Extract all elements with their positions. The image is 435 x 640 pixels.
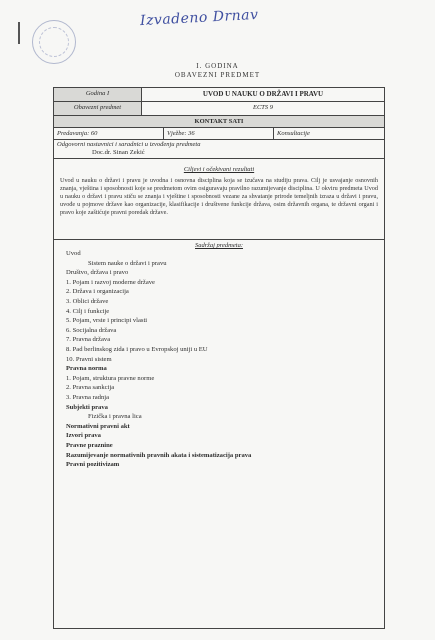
content-item: Pravna norma — [66, 365, 107, 373]
row-hours — [54, 128, 384, 140]
content-item: 3. Oblici države — [66, 298, 109, 305]
objectives-title: Ciljevi i očekivani rezultati — [183, 166, 255, 173]
content-item: Normativni pravni akt — [66, 422, 130, 430]
content-item: 6. Socijalna država — [66, 326, 117, 334]
content-item: Pravne praznine — [66, 442, 113, 449]
row-contact-hours — [54, 116, 384, 128]
contact-hours-title: KONTAKT SATI — [194, 118, 244, 125]
content-item: 2. Pravna sankcija — [66, 384, 115, 392]
content-item: Društvo, država i pravo — [66, 269, 129, 277]
content-item: Razumijevanje normativnih pravnih akata i sistematizacija prava — [66, 451, 252, 459]
header-subject-type: OBAVEZNI PREDMET — [174, 71, 261, 79]
year-label: Godina I — [54, 88, 142, 101]
content-item: 8. Pad berlinskog zida i pravo u Evropskoj uniji u EU — [66, 346, 208, 353]
content-item: Sistem nauke o državi i pravu — [88, 259, 167, 267]
course-title: UVOD U NAUKU O DRŽAVI I PRAVU — [202, 90, 324, 98]
teacher-name: Doc.dr. Sinan Zekić — [92, 149, 145, 156]
content-item: 3. Pravna radnja — [66, 394, 110, 401]
row-year — [54, 88, 384, 102]
stamp-seal-inner — [39, 27, 69, 57]
row-teachers — [54, 140, 384, 159]
row-objectives — [54, 159, 384, 240]
subject-type-label: Obavezni predmet — [54, 102, 142, 115]
content-item: 4. Cilj i funkcije — [66, 307, 110, 315]
objectives-text: Uvod u nauku o državi i pravu je uvodna i osnovna disciplina koja se izučava na studiju prava. Cilj je usvajanje osnovnih znanja, vještina i sposobnosti koje se predmetom ovim osiguravaju pravilno razumijevanje disciplina. U okviru predmeta Uvod u nauku o državi i pravu stiču se znanja i vještine i sposobnosti vezane za shvatanje prirode temeljnih izraza u državi i pravu, uvođe u pojmove države kao organizacije, klasifikacije i društvene funkcije država, osim državnih organa, te državni organi i pravo koje zaštićuje pravni poredak države. — [60, 177, 378, 216]
content-item: 1. Pojam, struktura pravne norme — [66, 374, 155, 382]
content-item: 2. Država i organizacija — [66, 288, 129, 296]
header-year: I. GODINA — [196, 62, 239, 70]
content-item: Izvori prava — [66, 432, 101, 440]
handwritten-note: Izvadeno Drnav — [139, 6, 259, 30]
content-item: Subjekti prava — [66, 403, 108, 411]
content-item: 10. Pravni sistem — [66, 355, 112, 363]
content-item: Fizička i pravna lica — [88, 413, 142, 421]
content-item: Pravni pozitivizam — [66, 461, 120, 469]
content-item: 5. Pojam, vrste i principi vlasti — [66, 317, 148, 325]
ects-value: ECTS 9 — [252, 104, 274, 111]
stamp-seal — [32, 20, 76, 64]
content-item: Uvod — [66, 250, 81, 257]
row-type — [54, 102, 384, 116]
teachers-label: Odgovorni nastavnici i saradnici u izvođenju predmeta — [57, 141, 201, 148]
consultations-hours: Konsultacije — [277, 130, 310, 137]
lectures-hours: Predavanja: 60 — [54, 128, 164, 139]
margin-mark — [18, 22, 20, 44]
exercises-hours: Vježbe: 36 — [164, 128, 274, 139]
content-title: Sadržaj predmeta: — [195, 242, 243, 249]
content-item: 7. Pravna država — [66, 336, 111, 344]
content-item: 1. Pojam i razvoj moderne države — [66, 278, 155, 286]
course-table — [53, 87, 385, 629]
